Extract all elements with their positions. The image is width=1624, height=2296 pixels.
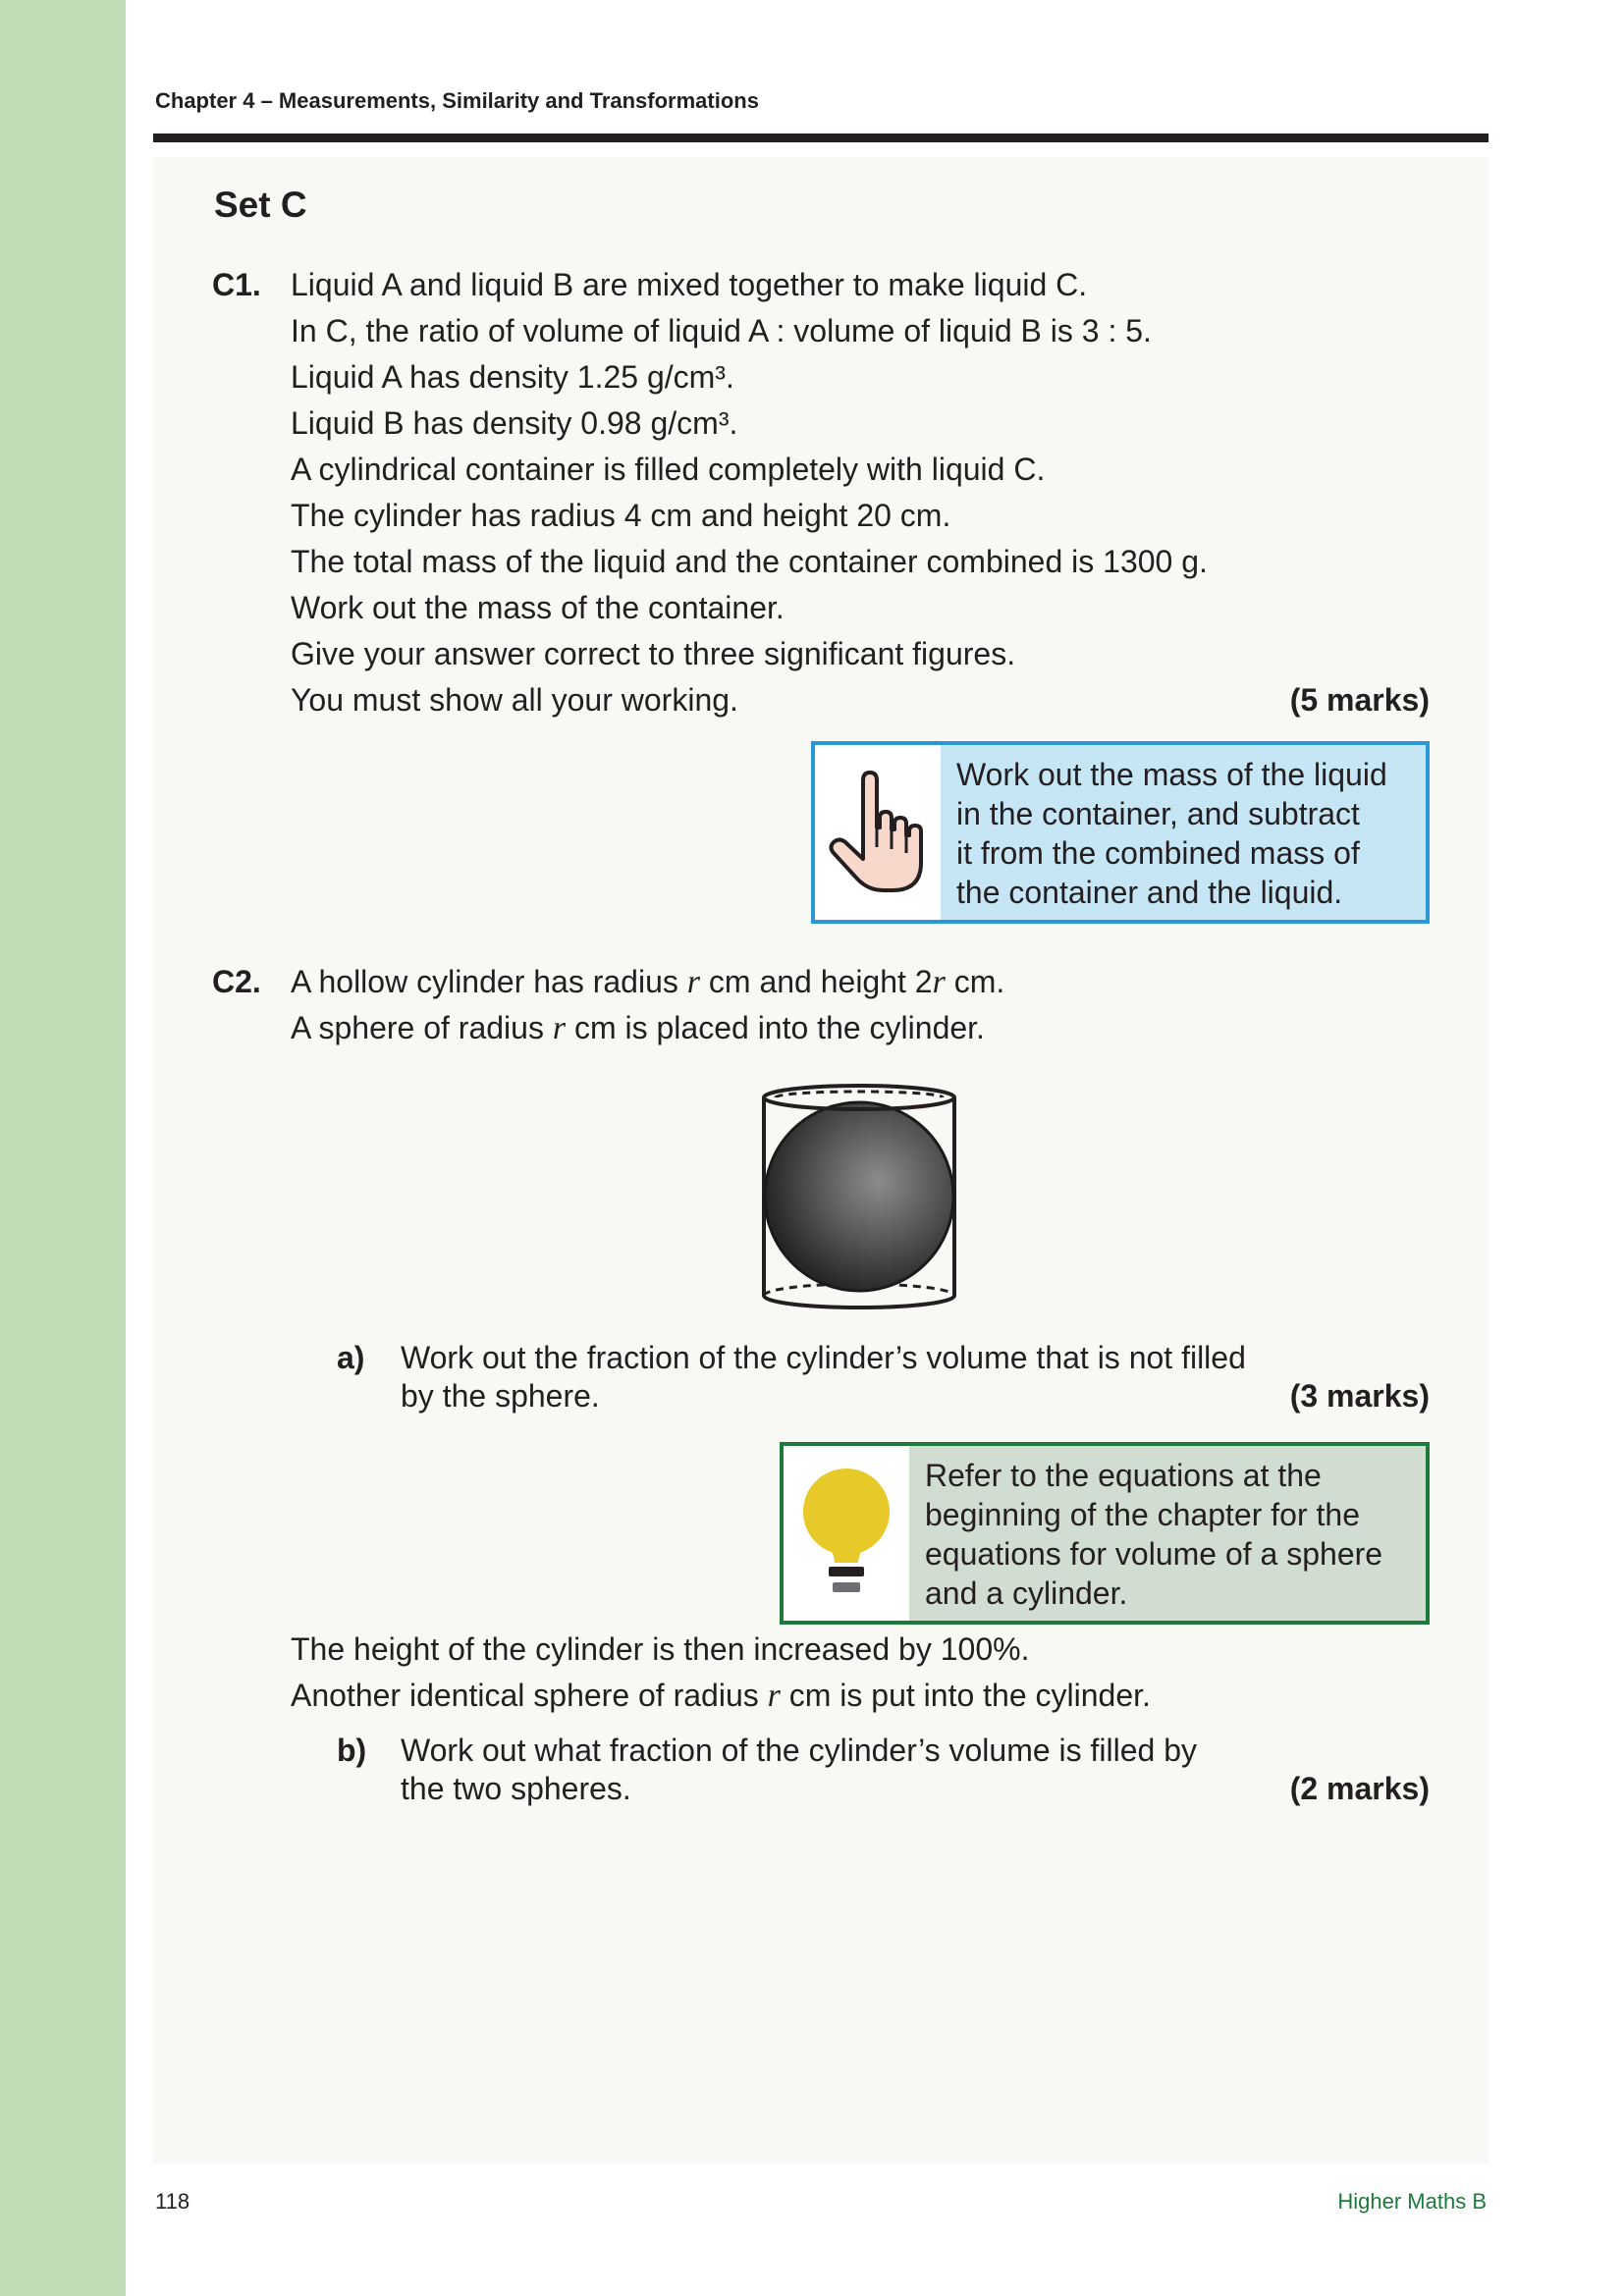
text: cm and height 2	[700, 964, 933, 999]
c1-hint-line: the container and the liquid.	[956, 875, 1343, 910]
lightbulb-icon	[784, 1446, 909, 1621]
c1-line: Work out the mass of the container.	[291, 590, 785, 625]
variable-r: r	[767, 1678, 781, 1714]
c1-line: The cylinder has radius 4 cm and height 20 cm.	[291, 498, 951, 533]
part-b-line: Work out what fraction of the cylinder’s volume is filled by	[401, 1733, 1198, 1768]
side-strip	[0, 0, 126, 2296]
part-b-marks: (2 marks)	[1289, 1771, 1430, 1806]
text: cm is put into the cylinder.	[780, 1678, 1151, 1713]
question-c1-number: C1.	[212, 267, 261, 302]
c2-hint-box	[780, 1442, 1430, 1625]
chapter-header: Chapter 4 – Measurements, Similarity and Transformations	[155, 88, 759, 113]
part-a-marks: (3 marks)	[1289, 1378, 1430, 1414]
c1-line: A cylindrical container is filled completely with liquid C.	[291, 452, 1046, 487]
part-a-label: a)	[337, 1340, 365, 1375]
c2-hint-line: and a cylinder.	[925, 1575, 1128, 1611]
text: cm.	[945, 964, 1005, 999]
part-a-line: by the sphere.	[401, 1378, 600, 1414]
c1-line: Liquid A has density 1.25 g/cm³.	[291, 359, 734, 395]
part-a-line: Work out the fraction of the cylinder’s volume that is not filled	[401, 1340, 1246, 1375]
c1-line: In C, the ratio of volume of liquid A : volume of liquid B is 3 : 5.	[291, 313, 1152, 348]
variable-r: r	[932, 964, 946, 1000]
text: A sphere of radius	[291, 1010, 553, 1045]
part-b-line: the two spheres.	[401, 1771, 631, 1806]
c1-hint-line: in the container, and subtract	[956, 796, 1360, 831]
c2-hint-line: equations for volume of a sphere	[925, 1536, 1383, 1572]
text: A hollow cylinder has radius	[291, 964, 687, 999]
pointing-hand-icon	[815, 745, 941, 920]
c1-hint-line: it from the combined mass of	[956, 835, 1360, 871]
c1-line: Liquid A and liquid B are mixed together to make liquid C.	[291, 267, 1088, 302]
header-rule	[153, 133, 1489, 142]
variable-r: r	[552, 1010, 567, 1046]
book-title: Higher Maths B	[1337, 2189, 1487, 2214]
c2-hint-line: beginning of the chapter for the	[925, 1497, 1360, 1532]
c1-hint-box	[811, 741, 1430, 924]
set-title: Set C	[214, 185, 307, 225]
text: Another identical sphere of radius	[291, 1678, 768, 1713]
c1-line: The total mass of the liquid and the container combined is 1300 g.	[291, 544, 1208, 579]
c1-line: You must show all your working.	[291, 682, 738, 718]
part-b-label: b)	[337, 1733, 367, 1768]
c2-hint-line: Refer to the equations at the	[925, 1458, 1322, 1493]
c1-hint-line: Work out the mass of the liquid	[956, 757, 1387, 792]
sphere-in-cylinder-figure	[756, 1082, 962, 1317]
question-c2-number: C2.	[212, 964, 261, 999]
c1-line: Give your answer correct to three significant figures.	[291, 636, 1016, 671]
c2-line-3: The height of the cylinder is then increased by 100%.	[291, 1631, 1030, 1667]
c1-marks: (5 marks)	[1289, 682, 1430, 718]
variable-r: r	[686, 964, 700, 1000]
c2-line-4	[291, 1678, 1151, 1715]
c2-line-1	[291, 964, 1004, 1001]
text: cm is placed into the cylinder.	[566, 1010, 985, 1045]
c2-line-2	[291, 1010, 985, 1047]
page-number: 118	[155, 2189, 190, 2214]
c1-line: Liquid B has density 0.98 g/cm³.	[291, 405, 738, 441]
